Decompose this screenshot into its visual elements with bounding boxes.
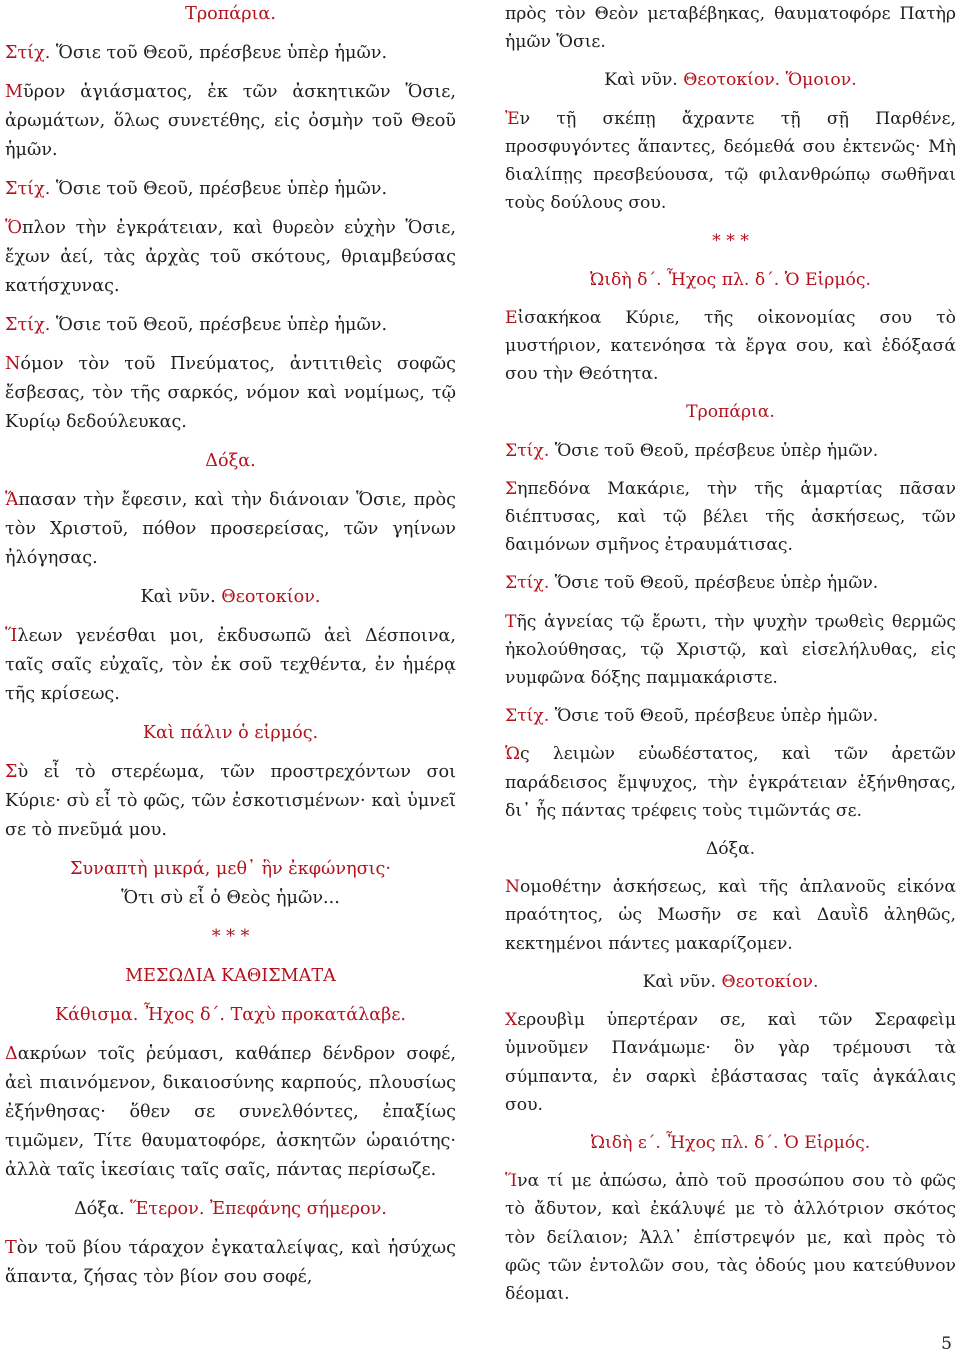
troparion-paragraph — [5, 350, 456, 437]
verse-stichos — [5, 39, 456, 68]
drop-initial: Ἐ — [505, 108, 520, 129]
rubric-heading — [505, 398, 956, 426]
right-column — [505, 0, 956, 1318]
drop-initial: Χ — [505, 1010, 518, 1031]
rubric-text: Ὠιδὴ δ΄. Ἦχος πλ. δ΄. Ὁ Εἱρμός. — [590, 269, 871, 290]
stichos-label: Στίχ. — [5, 43, 51, 63]
heading-text: Καὶ νῦν. — [140, 587, 222, 607]
paragraph-text: ηπεδόνα Μακάριε, τὴν τῆς ἁμαρτίας πᾶσαν διέπτυσας, καὶ τῷ βέλει τῆς ἀσκήσεως, τῶν δαιμόνων σμῆνος ἐτραυμάτισας. — [505, 478, 956, 556]
troparion-paragraph — [505, 873, 956, 958]
paragraph-text: ῦρον ἁγιάσματος, ἐκ τῶν ἀσκητικῶν Ὅσιε, ἀρωμάτων, ὅλως συνετέθης, εἰς ὀσμὴν τοῦ Θεοῦ ἡμῶν. — [5, 82, 456, 160]
paragraph-text: πασαν τὴν ἔφεσιν, καὶ τὴν διάνοιαν Ὅσιε, πρὸς τὸν Χριστοῦ, πόθον προσερείσας, τῶν γηίνων ἠλόγησας. — [5, 490, 456, 568]
troparion-paragraph — [505, 1006, 956, 1119]
rubric-text: Ὠιδὴ ε΄. Ἦχος πλ. δ΄. Ὁ Εἱρμός. — [590, 1132, 871, 1153]
rubric-heading — [5, 583, 456, 612]
drop-initial: Ν — [5, 354, 21, 374]
troparion-paragraph — [505, 1167, 956, 1308]
rubric-heading — [5, 962, 456, 991]
paragraph-text: ερουβὶμ ὑπερτέραν σε, καὶ τῶν Σεραφεὶμ ὑμνοῦμεν Πανάμωμε· ὃν γὰρ τρέμουσι τὰ σύμπαντα, ἐν σαρκὶ ἐβάστασας ταῖς ἀγκάλαις σου. — [505, 1010, 956, 1115]
troparion-paragraph — [5, 622, 456, 709]
paragraph-text: ὺ εἶ τὸ στερέωμα, τῶν προστρεχόντων σοι Κύριε· σὺ εἶ τὸ φῶς, τῶν ἐσκοτισμένων· καὶ ὑμνεῖ σε τὸ πνεῦμά μου. — [5, 762, 456, 840]
heading-text: Ὅτι σὺ εἶ ὁ Θεὸς ἡμῶν... — [121, 888, 340, 908]
drop-initial: Ν — [505, 877, 521, 898]
left-column — [5, 0, 456, 1302]
rubric-text: Συναπτὴ μικρά, μεθ᾽ ἣν ἐκφώνησις· — [70, 859, 391, 879]
drop-initial: Ἅ — [5, 490, 19, 510]
rubric-heading — [5, 0, 456, 29]
rubric-text: * * * — [211, 927, 250, 947]
drop-initial: Ὅ — [5, 218, 22, 238]
stichos-label: Στίχ. — [5, 179, 51, 199]
stichos-label: Στίχ. — [5, 315, 51, 335]
paragraph-text: λεων γενέσθαι μοι, ἐκδυσωπῶ ἀεὶ Δέσποινα, ταῖς σαῖς εὐχαῖς, τὸν ἐκ σοῦ τεχθέντα, ἐν ἡμέρᾳ τῆς κρίσεως. — [5, 626, 456, 704]
drop-initial: Ἵ — [5, 626, 18, 646]
stichos-label: Στίχ. — [505, 440, 550, 461]
paragraph-text: ς λειμὼν εὐωδέστατος, καὶ τῶν ἀρετῶν παράδεισος ἔμψυχος, τὴν ἐγκράτειαν ἐξήνθησας, δι᾽ ἧς πάντας τρέφεις τοὺς τιμῶντάς σε. — [505, 744, 956, 821]
rubric-heading — [505, 968, 956, 996]
verse-stichos — [505, 702, 956, 730]
rubric-text: Δόξα. — [205, 451, 256, 471]
troparion-paragraph — [505, 105, 956, 218]
paragraph-text: ομοθέτην ἀσκήσεως, καὶ τῆς ἀπλανοῦς εἰκόνα πραότητος, ὡς Μωσῆν σε καὶ Δαυῒδ ἀληθῶς, κεκτημένοι πάντες μακαρίζομεν. — [505, 877, 956, 954]
rubric-text: Τροπάρια. — [185, 4, 276, 24]
rubric-heading — [5, 1195, 456, 1224]
drop-initial: Ἵ — [505, 1171, 518, 1192]
rubric-heading — [505, 66, 956, 94]
rubric-text: Κάθισμα. Ἦχος δ΄. Ταχὺ προκατάλαβε. — [54, 1005, 407, 1025]
rubric-heading — [5, 447, 456, 476]
paragraph-text: Ὅσιε τοῦ Θεοῦ, πρέσβευε ὑπὲρ ἡμῶν. — [50, 179, 388, 199]
drop-initial: Τ — [505, 611, 517, 632]
troparion-paragraph — [5, 78, 456, 165]
troparion-paragraph — [5, 1234, 456, 1292]
drop-initial: Ε — [505, 307, 518, 328]
troparion-paragraph — [5, 214, 456, 301]
troparion-paragraph — [5, 758, 456, 845]
rubric-text: Θεοτοκίον. — [721, 971, 819, 992]
paragraph-text: ὸν τοῦ βίου τάραχον ἐγκαταλείψας, καὶ ἡσύχως ἅπαντα, ζήσας τὸν βίον σου σοφέ, — [5, 1238, 456, 1287]
page-number: 5 — [941, 1334, 952, 1354]
troparion-paragraph — [505, 304, 956, 389]
rubric-text: Ἕτερον. Ἐπεφάνης σήμερον. — [130, 1199, 387, 1219]
rubric-heading — [5, 923, 456, 952]
paragraph-text: ῆς ἁγνείας τῷ ἔρωτι, τὴν ψυχὴν τρωθεὶς θερμῶς ἠκολούθησας, τῷ Χριστῷ, καὶ εἰσελήλυθας, εἰς νυμφῶνα δόξης παμμακάριστε. — [505, 611, 956, 689]
rubric-text: Καὶ πάλιν ὁ εἱρμός. — [142, 723, 319, 743]
troparion-paragraph — [505, 608, 956, 693]
paragraph-text: ακρύων τοῖς ῥεύμασι, καθάπερ δένδρον σοφέ, ἀεὶ πιαινόμενον, δικαιοσύνης καρπούς, πλουσίως ἐξήνθησας· ὅθεν σε συνελθόντες, ἐπαξίως τιμῶμεν, Τίτε θαυματοφόρε, ἀσκητῶν ὡραιότης· ἀλλὰ ταῖς ἱκεσίαις ταῖς σαῖς, πάντας περίσωζε. — [5, 1044, 456, 1180]
paragraph-text: ν τῇ σκέπῃ ἄχραντε τῇ σῇ Παρθένε, προσφυγόντες ἅπαντες, δεόμεθά σου ἐκτενῶς· Μὴ διαλίπῃς πρεσβεύουσα, τῷ φιλανθρώπῳ σωθῆναι τοὺς δούλους σου. — [505, 108, 956, 214]
rubric-heading — [505, 1129, 956, 1157]
verse-stichos — [5, 175, 456, 204]
paragraph-text: πρὸς τὸν Θεὸν μεταβέβηκας, θαυματοφόρε Πατὴρ ἡμῶν Ὅσιε. — [505, 4, 956, 53]
rubric-text: Θεοτοκίον. Ὅμοιον. — [683, 70, 857, 91]
heading-text: Δόξα. — [74, 1199, 131, 1219]
troparion-paragraph — [505, 740, 956, 825]
verse-stichos — [505, 569, 956, 597]
rubric-heading — [5, 719, 456, 748]
paragraph-text: να τί με ἀπώσω, ἀπὸ τοῦ προσώπου σου τὸ φῶς τὸ ἄδυτον, καὶ ἐκάλυψέ με τὸ ἀλλότριον σκότος τὸν δείλαιον; Ἀλλ᾽ ἐπίστρεψόν με, καὶ πρὸς τὸ φῶς τῶν ἐντολῶν σου, τὰς ὁδούς μου κατεύθυνον δέομαι. — [505, 1171, 956, 1304]
troparion-paragraph — [5, 1040, 456, 1185]
troparion-paragraph — [505, 475, 956, 560]
drop-initial: Δ — [5, 1044, 18, 1064]
troparion-paragraph — [5, 486, 456, 573]
verse-stichos — [505, 437, 956, 465]
troparion-paragraph — [505, 0, 956, 56]
verse-stichos — [5, 311, 456, 340]
rubric-heading — [505, 227, 956, 255]
rubric-heading — [505, 266, 956, 294]
rubric-heading — [505, 835, 956, 863]
drop-initial: Ὡ — [505, 744, 520, 765]
paragraph-text: πλον τὴν ἐγκράτειαν, καὶ θυρεὸν εὐχὴν Ὅσιε, ἔχων ἀεί, τὰς ἀρχὰς τοῦ σκότους, θριαμβεύσας κατήσχυνας. — [5, 218, 456, 296]
paragraph-text: όμον τὸν τοῦ Πνεύματος, ἀντιτιθεὶς σοφῶς ἔσβεσας, τὸν τῆς σαρκός, νόμον καὶ νομίμως, τῷ Κυρίῳ δεδούλευκας. — [5, 354, 456, 432]
heading-text: Δόξα. — [705, 839, 756, 860]
stichos-label: Στίχ. — [505, 573, 550, 594]
rubric-text: Τροπάρια. — [686, 402, 775, 423]
stichos-label: Στίχ. — [505, 706, 550, 727]
rubric-text: Θεοτοκίον. — [221, 587, 321, 607]
rubric-text: * * * — [712, 231, 749, 252]
paragraph-text: Ὅσιε τοῦ Θεοῦ, πρέσβευε ὑπὲρ ἡμῶν. — [549, 706, 879, 727]
paragraph-text: Ὅσιε τοῦ Θεοῦ, πρέσβευε ὑπὲρ ἡμῶν. — [549, 573, 879, 594]
heading-text: Καὶ νῦν. — [604, 70, 684, 91]
paragraph-text: ἰσακήκοα Κύριε, τῆς οἰκονομίας σου τὸ μυστήριον, κατενόησα τὰ ἔργα σου, καὶ ἐδόξασά σου τὴν Θεότητα. — [505, 307, 956, 385]
heading-text: Καὶ νῦν. — [642, 971, 722, 992]
drop-initial: Σ — [5, 762, 18, 782]
paragraph-text: Ὅσιε τοῦ Θεοῦ, πρέσβευε ὑπὲρ ἡμῶν. — [50, 43, 388, 63]
paragraph-text: Ὅσιε τοῦ Θεοῦ, πρέσβευε ὑπὲρ ἡμῶν. — [50, 315, 388, 335]
drop-initial: Μ — [5, 82, 24, 102]
rubric-heading — [5, 855, 456, 913]
drop-initial: Τ — [5, 1238, 17, 1258]
paragraph-text: Ὅσιε τοῦ Θεοῦ, πρέσβευε ὑπὲρ ἡμῶν. — [549, 440, 879, 461]
rubric-text: ΜΕΣΩΔΙΑ ΚΑΘΙΣΜΑΤΑ — [125, 966, 336, 986]
drop-initial: Σ — [505, 478, 518, 499]
rubric-heading — [5, 1001, 456, 1030]
